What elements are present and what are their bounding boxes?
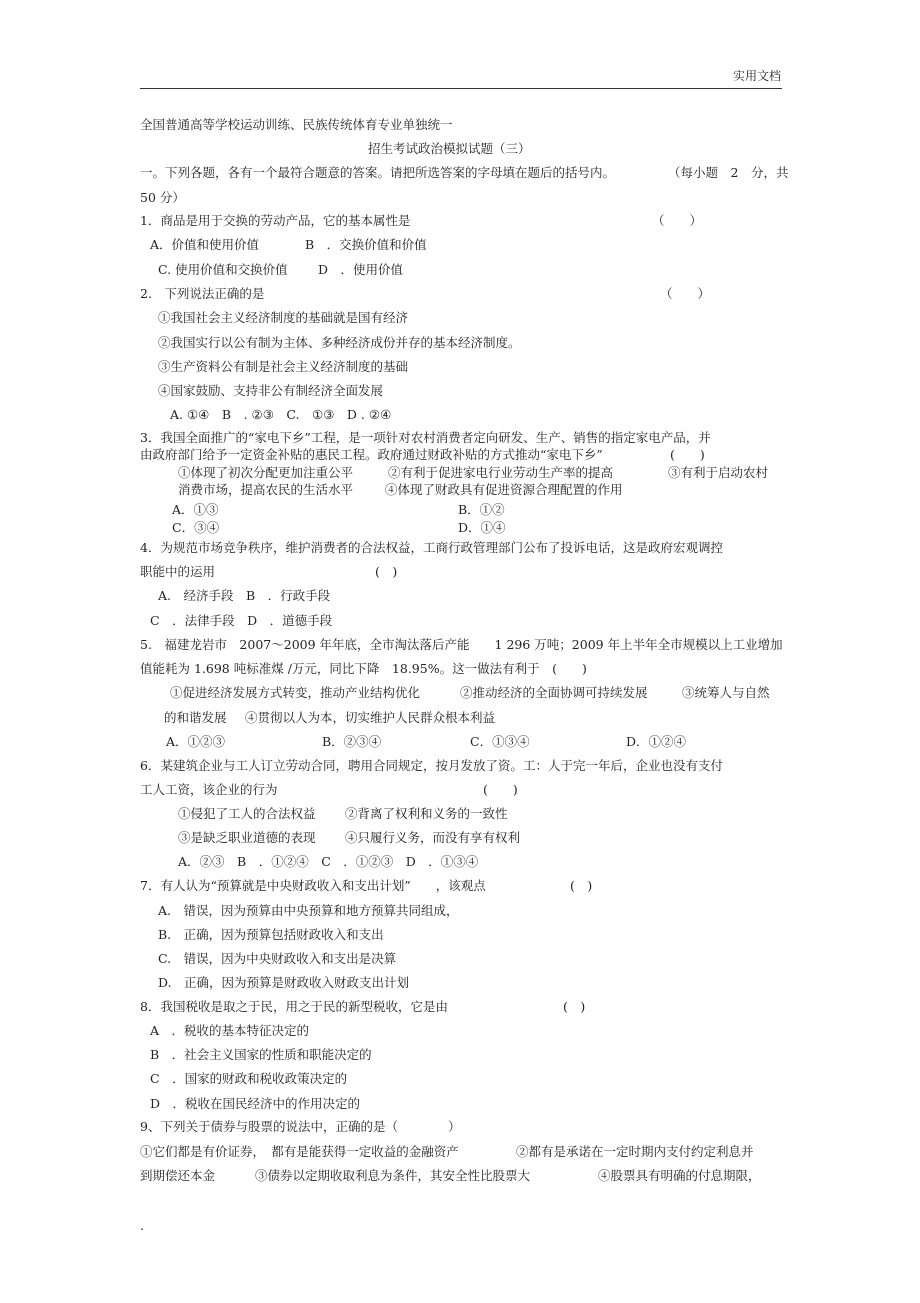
q5-stem-1: 5. 福建龙岩市 2007～2009 年年底，全市淘汰落后产能 1 296 万吨；2009 年上半年全市规模以上工业增加 <box>140 637 783 652</box>
q7-paren: ( ) <box>570 878 593 893</box>
q2-paren: （ ） <box>660 286 711 301</box>
q7-option-b: B. 正确，因为预算包括财政收入和支出 <box>158 927 384 942</box>
q3-item-2: ②有利于促进家电行业劳动生产率的提高 <box>388 465 614 480</box>
q9-line2-a: 到期偿还本金 <box>140 1168 216 1183</box>
q9-line2-c: ④股票具有明确的付息期限， <box>598 1168 761 1183</box>
section-points-a: （每小题 2 分，共 <box>668 165 789 180</box>
q7-option-d: D. 正确，因为预算是财政收入财政支出计划 <box>158 975 410 990</box>
q2-item-2: ②我国实行以公有制为主体、多种经济成份并存的基本经济制度。 <box>158 335 521 350</box>
q9-stem: 9、下列关于债券与股票的说法中，正确的是（ ） <box>140 1119 461 1134</box>
q8-option-c: C ．国家的财政和税收政策决定的 <box>150 1071 348 1086</box>
q9-line1-b: ②都有是承诺在一定时期内支付约定利息并 <box>516 1144 754 1159</box>
q4-stem-1: 4．为规范市场竞争秩序，维护消费者的合法权益，工商行政管理部门公布了投诉电话，这是政府宏观调控 <box>140 540 723 555</box>
q8-paren: ( ) <box>563 999 586 1014</box>
q3-option-c: C．③④ <box>172 520 220 535</box>
q4-stem-2: 职能中的运用 <box>140 564 216 579</box>
q8-option-b: B ．社会主义国家的性质和职能决定的 <box>150 1047 372 1062</box>
q6-stem-2: 工人工资，该企业的行为 <box>140 782 278 797</box>
q2-stem: 2. 下列说法正确的是 <box>140 286 265 301</box>
q4-paren: ( ) <box>375 564 398 579</box>
q5-item-2: ②推动经济的全面协调可持续发展 <box>460 685 648 700</box>
q7-stem: 7．有人认为“预算就是中央财政收入和支出计划” ，该观点 <box>140 878 486 893</box>
q1-option-a: A．价值和使用价值 <box>150 237 260 252</box>
q5-option-a: A．①②③ <box>166 734 226 749</box>
section-points-b: 50 分） <box>140 190 185 205</box>
q1-option-d: D ．使用价值 <box>318 262 404 277</box>
q5-option-b: B．②③④ <box>322 734 382 749</box>
title-line1: 全国普通高等学校运动训练、民族传统体育专业单独统一 <box>140 117 453 132</box>
q3-option-a: A．①③ <box>172 502 219 517</box>
q2-item-3: ③生产资料公有制是社会主义经济制度的基础 <box>158 359 409 374</box>
q5-item-4: ④贯彻以人为本，切实维护人民群众根本利益 <box>245 710 496 725</box>
q3-item-1: ①体现了初次分配更加注重公平 <box>178 465 354 480</box>
q5-option-d: D．①②④ <box>626 734 687 749</box>
q5-item-1: ①促进经济发展方式转变，推动产业结构优化 <box>170 685 421 700</box>
q3-stem-1: 3．我国全面推广的“家电下乡”工程，是一项针对农村消费者定向研发、生产、销售的指定家电产品，并 <box>140 430 711 445</box>
q3-paren: ( ) <box>670 447 705 462</box>
q1-option-c: C. 使用价值和交换价值 <box>158 262 288 277</box>
q5-item-3: ③统筹人与自然 <box>682 685 770 700</box>
title-line2: 招生考试政治模拟试题（三） <box>368 141 531 156</box>
header-rule <box>140 88 782 89</box>
q3-item-3-cont: 消费市场，提高农民的生活水平 <box>178 482 354 497</box>
q6-item-1: ①侵犯了工人的合法权益 <box>178 806 316 821</box>
q7-option-a: A. 错误，因为预算由中央预算和地方预算共同组成， <box>158 903 459 918</box>
section-heading: 一。下列各题，各有一个最符合题意的答案。请把所选答案的字母填在题后的括号内。 <box>140 165 616 180</box>
q1-paren: （ ） <box>652 213 703 228</box>
q3-stem-2: 由政府部门给予一定资金补贴的惠民工程。政府通过财政补贴的方式推动“家电下乡” <box>140 447 603 462</box>
q2-item-4: ④国家鼓励、支持非公有制经济全面发展 <box>158 383 384 398</box>
q8-option-d: D ．税收在国民经济中的作用决定的 <box>150 1096 361 1111</box>
header-label: 实用文档 <box>733 69 782 83</box>
q8-stem: 8．我国税收是取之于民，用之于民的新型税收，它是由 <box>140 999 448 1014</box>
footer-dot: . <box>140 1218 144 1233</box>
q7-option-c: C. 错误，因为中央财政收入和支出是决算 <box>158 951 397 966</box>
q5-item-3-cont: 的和谐发展 <box>164 710 227 725</box>
q1-option-b: B ．交换价值和价值 <box>305 237 427 252</box>
q3-item-3: ③有利于启动农村 <box>668 465 769 480</box>
q6-choices: A．②③ B ．①②④ C ．①②③ D ．①③④ <box>178 854 479 869</box>
q6-item-2: ②背离了权利和义务的一致性 <box>345 806 508 821</box>
q2-item-1: ①我国社会主义经济制度的基础就是国有经济 <box>158 310 409 325</box>
q6-paren: ( ) <box>483 782 518 797</box>
q3-option-d: D．①④ <box>458 520 506 535</box>
q4-options-ab: A. 经济手段 B ．行政手段 <box>158 588 331 603</box>
q1-stem: 1．商品是用于交换的劳动产品，它的基本属性是 <box>140 213 411 228</box>
q2-choices: A. ①④ B . ②③ C. ①③ D . ②④ <box>170 407 392 422</box>
q5-stem-2: 值能耗为 1.698 吨标准煤 /万元，同比下降 18.95%。这一做法有利于 ( ) <box>140 661 587 676</box>
q8-option-a: A ．税收的基本特征决定的 <box>150 1023 310 1038</box>
q6-item-3: ③是缺乏职业道德的表现 <box>178 830 316 845</box>
q3-option-b: B．①② <box>458 502 505 517</box>
q6-stem-1: 6．某建筑企业与工人订立劳动合同，聘用合同规定，按月发放了资。工：人于完一年后，企业也没有支付 <box>140 758 723 773</box>
q6-item-4: ④只履行义务，而没有享有权利 <box>345 830 521 845</box>
q9-line2-b: ③债券以定期收取利息为条件，其安全性比股票大 <box>255 1168 531 1183</box>
q5-option-c: C．①③④ <box>470 734 530 749</box>
q3-item-4: ④体现了财政具有促进资源合理配置的作用 <box>385 482 623 497</box>
q9-line1-a: ①它们都是有价证券， 都有是能获得一定收益的金融资产 <box>140 1144 459 1159</box>
q4-options-cd: C ．法律手段 D ．道德手段 <box>150 613 333 628</box>
